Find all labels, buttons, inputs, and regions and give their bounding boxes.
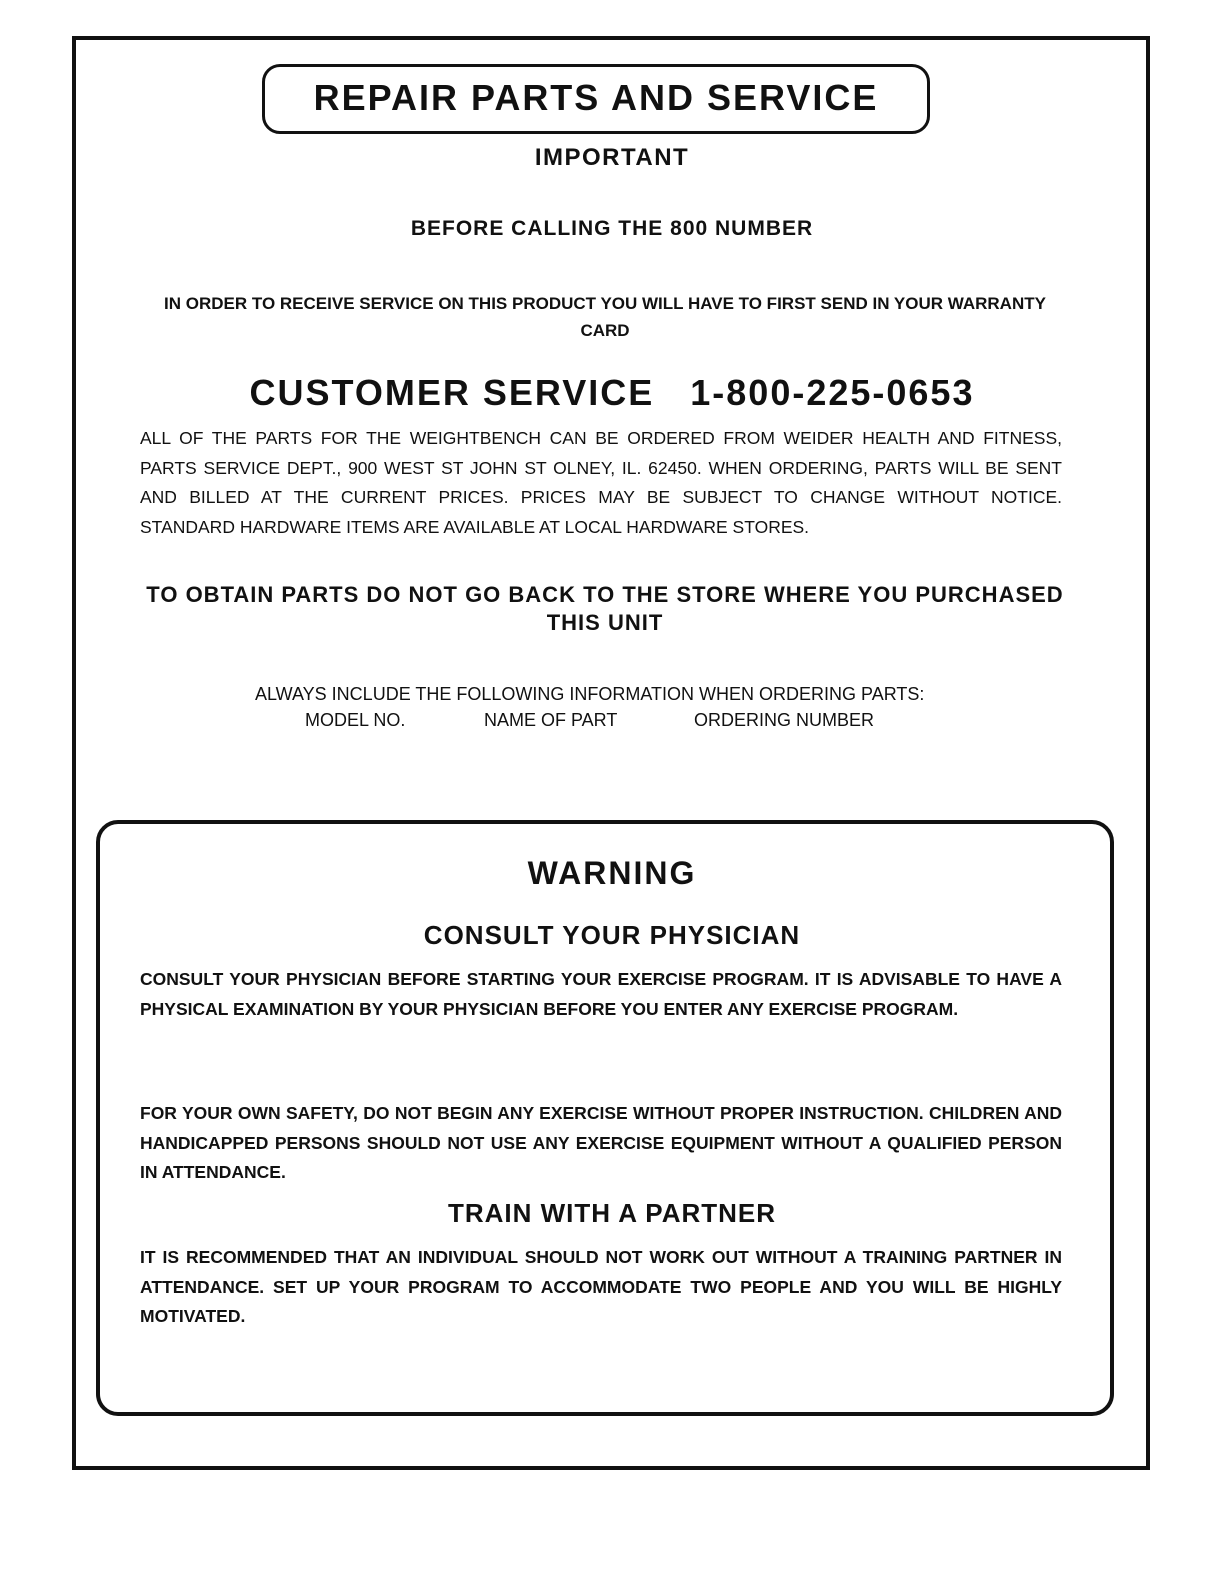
customer-service-label: CUSTOMER SERVICE	[249, 372, 655, 413]
safety-text: FOR YOUR OWN SAFETY, DO NOT BEGIN ANY EXERCISE WITHOUT PROPER INSTRUCTION. CHILDREN AND HANDICAPPED PERSONS SHOULD NOT USE ANY EXERCISE EQUIPMENT WITHOUT A QUALIFIED PERSON IN ATTENDANCE.	[140, 1103, 1062, 1182]
field-model-no: MODEL NO.	[305, 710, 406, 730]
consult-physician-text: CONSULT YOUR PHYSICIAN BEFORE STARTING YOUR EXERCISE PROGRAM. IT IS ADVISABLE TO HAVE A PHYSICAL EXAMINATION BY YOUR PHYSICIAN BEFORE YOU ENTER ANY EXERCISE PROGRAM.	[140, 969, 1062, 1019]
important-heading: IMPORTANT	[534, 144, 690, 171]
always-include-text: ALWAYS INCLUDE THE FOLLOWING INFORMATION WHEN ORDERING PARTS:	[255, 684, 925, 704]
obtain-parts-notice: TO OBTAIN PARTS DO NOT GO BACK TO THE STORE WHERE YOU PURCHASED THIS UNIT	[146, 582, 1064, 635]
page-title: REPAIR PARTS AND SERVICE	[313, 77, 879, 118]
consult-physician-heading: CONSULT YOUR PHYSICIAN	[423, 920, 801, 950]
warranty-notice: IN ORDER TO RECEIVE SERVICE ON THIS PRODUCT YOU WILL HAVE TO FIRST SEND IN YOUR WARRANTY CARD	[164, 294, 1046, 340]
customer-service-phone: 1-800-225-0653	[690, 372, 975, 413]
parts-ordering-paragraph: ALL OF THE PARTS FOR THE WEIGHTBENCH CAN BE ORDERED FROM WEIDER HEALTH AND FITNESS, PARTS SERVICE DEPT., 900 WEST ST JOHN ST OLNEY, IL. 62450. WHEN ORDERING, PARTS WILL BE SENT AND BILLED AT THE CURRENT PRICES. PRICES MAY BE SUBJECT TO CHANGE WITHOUT NOTICE. STANDARD HARDWARE ITEMS ARE AVAILABLE AT LOCAL HARDWARE STORES.	[140, 428, 1062, 537]
field-ordering-number: ORDERING NUMBER	[694, 710, 875, 730]
train-partner-text: IT IS RECOMMENDED THAT AN INDIVIDUAL SHOULD NOT WORK OUT WITHOUT A TRAINING PARTNER IN ATTENDANCE. SET UP YOUR PROGRAM TO ACCOMMODATE TWO PEOPLE AND YOU WILL BE HIGHLY MOTIVATED.	[140, 1247, 1062, 1326]
field-name-of-part: NAME OF PART	[484, 710, 618, 730]
customer-service-line	[0, 372, 1224, 414]
title-box	[262, 64, 930, 134]
train-partner-heading: TRAIN WITH A PARTNER	[447, 1198, 777, 1228]
before-calling-heading: BEFORE CALLING THE 800 NUMBER	[410, 217, 814, 240]
warning-heading: WARNING	[527, 855, 697, 891]
